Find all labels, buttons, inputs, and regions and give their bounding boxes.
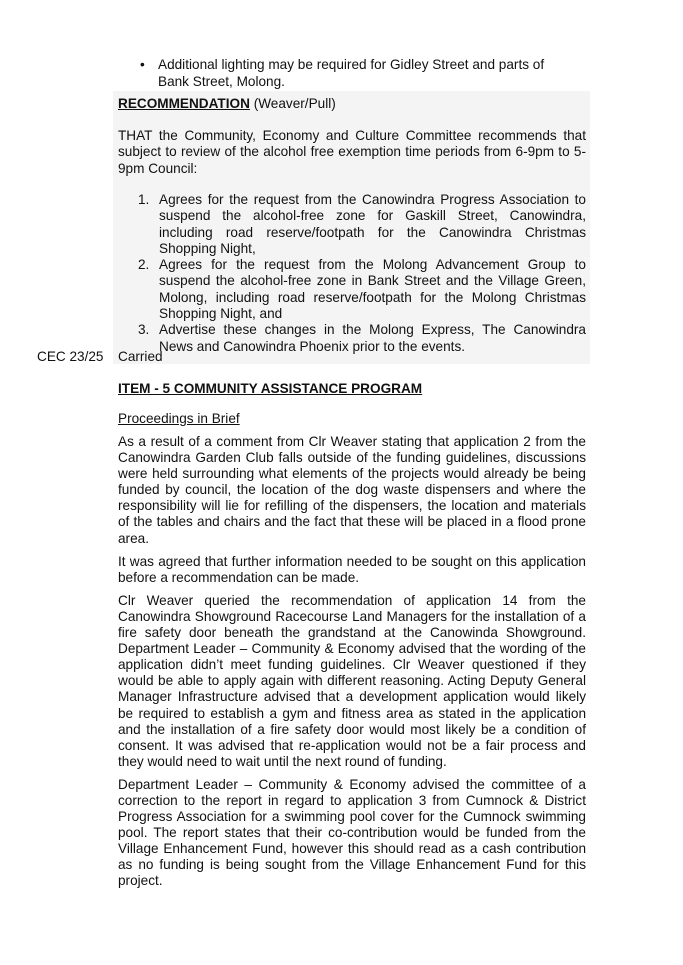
list-text: Advertise these changes in the Molong Express, The Canowindra News and Canowindra Phoenix prior to the events. (159, 322, 586, 354)
bullet-icon: • (140, 57, 145, 72)
recommendation-list-item (138, 257, 586, 322)
list-number: 1. (138, 192, 150, 207)
paragraph: Department Leader – Community & Economy advised the committee of a correction to the report in regard to application 3 from Cumnock & District Progress Association for a swimming pool cover for the Cumnock swimming pool. The report states that their co-contribution would be funded from the Village Enhancement Fund, however this should read as a cash contribution as no funding is being sought from the Village Enhancement Fund for this project. (118, 776, 586, 889)
paragraph: It was agreed that further information needed to be sought on this application before a recommendation can be made. (118, 553, 586, 585)
paragraph: Clr Weaver queried the recommendation of application 14 from the Canowindra Showground Racecourse Land Managers for the installation of a fire safety door beneath the grandstand at the Canowinda Showground. Department Leader – Community & Economy advised that the wording of the application didn’t meet funding guidelines. Clr Weaver questioned if they would be able to apply again with different reasoning. Acting Deputy General Manager Infrastructure advised that a development application would likely be required to establish a gym and fitness area as stated in the application and the installation of a fire safety door would most likely be a condition of consent. It was advised that re-application would not be a fair process and they would need to wait until the next round of funding. (118, 592, 586, 769)
proceedings-body (118, 434, 586, 897)
bullet-list-item (140, 57, 590, 90)
resolution-number: CEC 23/25 (37, 349, 104, 364)
list-text: Agrees for the request from the Canowindra Progress Association to suspend the alcohol-free zone for Gaskill Street, Canowindra, including road reserve/footpath for the Canowindra Christmas Shopping Night, (159, 192, 586, 256)
resolution-result: Carried (118, 349, 163, 364)
paragraph: As a result of a comment from Clr Weaver stating that application 2 from the Canowindra Garden Club falls outside of the funding guidelines, discussions were held surrounding what elements of the projects would already be being funded by council, the location of the dog waste dispensers and where the responsibility will lie for refilling of the dispensers, the location and materials of the tables and chairs and the fact that these will be placed in a flood prone area. (118, 434, 586, 546)
list-text: Agrees for the request from the Molong Advancement Group to suspend the alcohol-free zone in Bank Street and the Village Green, Molong, including road reserve/footpath for the Molong Christmas Shopping Night, and (159, 257, 586, 322)
recommendation-list-item (138, 192, 586, 257)
recommendation-movers: (Weaver/Pull) (253, 96, 336, 111)
proceedings-subheading: Proceedings in Brief (118, 411, 240, 426)
list-number: 2. (138, 257, 150, 273)
recommendation-list (138, 192, 586, 355)
recommendation-list-item (138, 322, 586, 355)
bullet-text: Additional lighting may be required for Gidley Street and parts of Bank Street, Molong. (158, 57, 545, 89)
recommendation-heading (118, 96, 336, 112)
item-heading: ITEM - 5 COMMUNITY ASSISTANCE PROGRAM (118, 381, 423, 396)
list-number: 3. (138, 322, 150, 338)
recommendation-intro: THAT the Community, Economy and Culture Committee recommends that subject to review of the alcohol free exemption time periods from 6-9pm to 5-9pm Council: (118, 128, 586, 176)
recommendation-title: RECOMMENDATION (118, 96, 250, 111)
